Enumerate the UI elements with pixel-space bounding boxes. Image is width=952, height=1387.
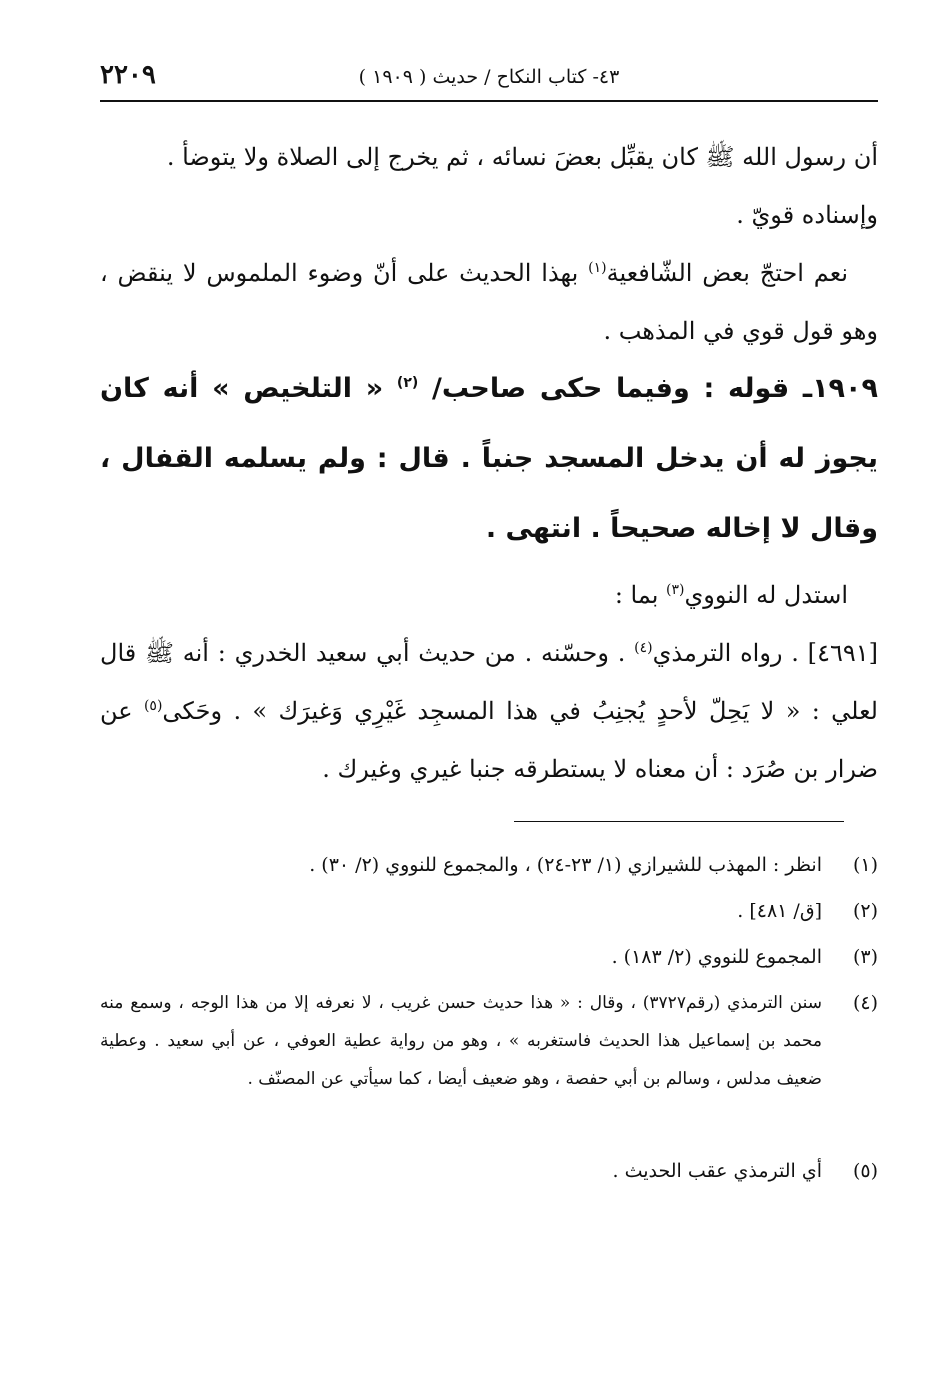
paragraph-3-part-b: بهذا الحديث على أنّ وضوء الملموس لا ينقض ، وهو قول قوي في المذهب . [100, 259, 878, 345]
footnote-5-text: أي الترمذي عقب الحديث . [612, 1160, 822, 1182]
footnote-3-number: (٣) [852, 946, 878, 968]
footnote-4 [100, 984, 878, 1098]
footnote-ref-3: (٣) [666, 582, 685, 598]
footnote-1 [100, 846, 878, 884]
paragraph-5-part-c: عن ضرار بن صُرَد : أن معناه لا يستطرقه جنبا غيري وغيرك . [100, 697, 878, 783]
footnote-4-number: (٤) [852, 992, 878, 1014]
footnote-5-number: (٥) [852, 1160, 878, 1182]
paragraph-4-part-a: استدل له النووي [684, 581, 848, 609]
footnote-1-number: (١) [852, 854, 878, 876]
discussion-block [100, 566, 878, 798]
paragraph-4-part-b: بما : [614, 581, 667, 609]
paragraph-1: أن رسول الله ﷺ كان يقبِّل بعضَ نسائه ، ثم يخرج إلى الصلاة ولا يتوضأ . [166, 143, 878, 171]
footnote-2-number: (٢) [852, 900, 878, 922]
footnote-5 [100, 1152, 878, 1190]
commentary-block [100, 354, 878, 564]
paragraph-5-part-a: [٤٦٩١] . رواه الترمذي [652, 639, 878, 667]
footnote-3-text: المجموع للنووي (٢/ ١٨٣) . [611, 946, 822, 968]
paragraph-2: وإسناده قويّ . [736, 201, 878, 229]
main-text-intro [100, 128, 878, 360]
commentary-heading [100, 354, 878, 564]
footnote-2 [100, 892, 878, 930]
page-header [100, 56, 878, 102]
footnote-ref-4: (٤) [634, 640, 653, 656]
commentary-part-b: « التلخيص » أنه كان يجوز له أن يدخل المسجد جنباً . قال : ولم يسلمه القفال ، وقال لا إخاله صحيحاً . انتهى . [100, 373, 878, 544]
footnote-3 [100, 938, 878, 976]
footnote-1-text: انظر : المهذب للشيرازي (١/ ٢٣-٢٤) ، والمجموع للنووي (٢/ ٣٠) . [309, 854, 822, 876]
footnote-ref-5: (٥) [143, 698, 163, 714]
footnote-ref-2: (٢) [396, 375, 419, 391]
paragraph-3-part-a: نعم احتجّ بعض الشّافعية [606, 259, 848, 287]
paragraph-4 [100, 566, 878, 624]
paragraph-5-part-b: . وحسّنه . من حديث أبي سعيد الخدري : أنه ﷺ قال لعلي : « لا يَحِلّ لأحدٍ يُجنِبُ في هذا المسجِد غَيْرِي وَغيرَك » . وحَكى [100, 639, 878, 725]
paragraph-5 [100, 624, 878, 798]
running-title: ٤٣- كتاب النكاح / حديث ( ١٩٠٩ ) [358, 66, 620, 88]
footnote-4-text: سنن الترمذي (رقم٣٧٢٧) ، وقال : « هذا حديث حسن غريب ، لا نعرفه إلا من هذا الوجه ، وسمع منه محمد بن إسماعيل هذا الحديث فاستغربه » ، وهو من رواية عطية العوفي ، عن أبي سعيد . وعطية ضعيف مدلس ، وسالم بن أبي حفصة ، وهو ضعيف أيضا ، كما سيأتي عن المصنّف . [100, 993, 822, 1089]
footnote-2-text: [ق/ ٤٨١] . [737, 900, 822, 922]
paragraph-3 [100, 244, 878, 360]
footnote-separator [514, 821, 844, 822]
footnote-ref-1: (١) [588, 260, 607, 276]
page-number: ٢٢٠٩ [100, 60, 156, 90]
commentary-part-a: ١٩٠٩ـ قوله : وفيما حكى صاحب/ [418, 373, 878, 404]
